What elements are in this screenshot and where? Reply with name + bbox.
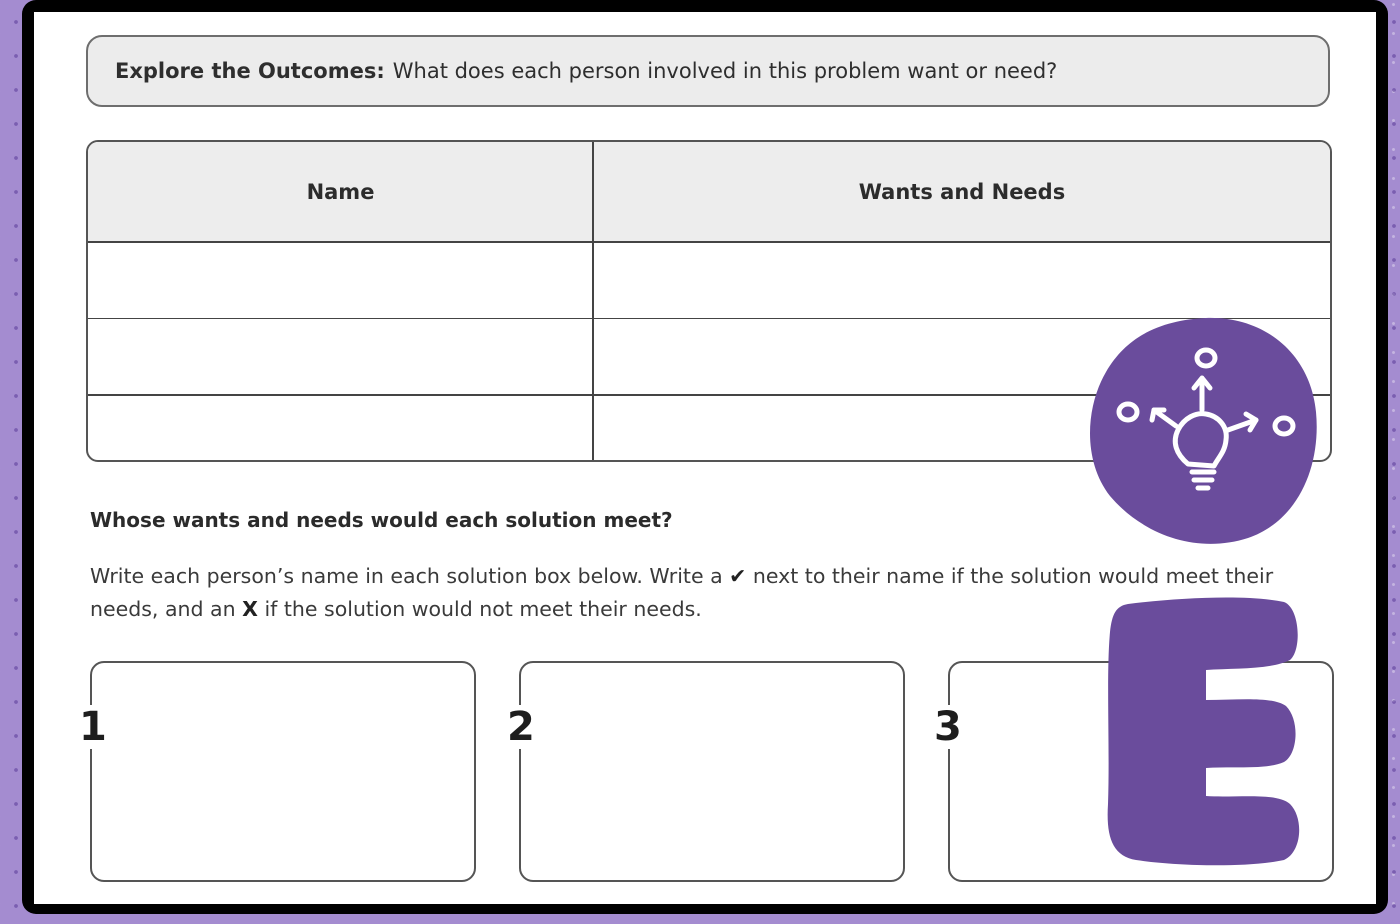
name-cell[interactable] <box>88 243 592 319</box>
x-mark: X <box>242 597 258 621</box>
column-header-name: Name <box>306 179 375 204</box>
letter-e-icon <box>1106 596 1304 866</box>
name-cell[interactable] <box>88 396 592 460</box>
solution-box-2[interactable] <box>519 661 905 882</box>
banner-label: Explore the Outcomes: <box>115 59 385 83</box>
name-cell[interactable] <box>88 320 592 394</box>
worksheet-page <box>34 12 1376 904</box>
solutions-question: Whose wants and needs would each solution meet? <box>90 508 673 532</box>
instructions-text-2: next to their name if the solution would meet their needs, and an <box>90 564 1274 621</box>
explore-outcomes-banner <box>86 35 1330 107</box>
column-header-wants-needs: Wants and Needs <box>858 179 1066 204</box>
wants-needs-cell[interactable] <box>594 243 1330 319</box>
solution-box-1[interactable] <box>90 661 476 882</box>
lightbulb-ideas-icon <box>1088 314 1320 546</box>
instructions-text-3: if the solution would not meet their needs. <box>257 597 702 621</box>
solution-number-3: 3 <box>934 704 962 750</box>
solution-number-2: 2 <box>507 704 535 750</box>
table-row <box>88 243 1330 319</box>
table-header-row <box>88 142 1330 243</box>
banner-question: What does each person involved in this problem want or need? <box>392 59 1058 83</box>
check-mark-icon: ✔ <box>729 564 747 588</box>
solution-number-1: 1 <box>79 704 107 750</box>
instructions-text-1: Write each person’s name in each solution box below. Write a <box>90 564 730 588</box>
